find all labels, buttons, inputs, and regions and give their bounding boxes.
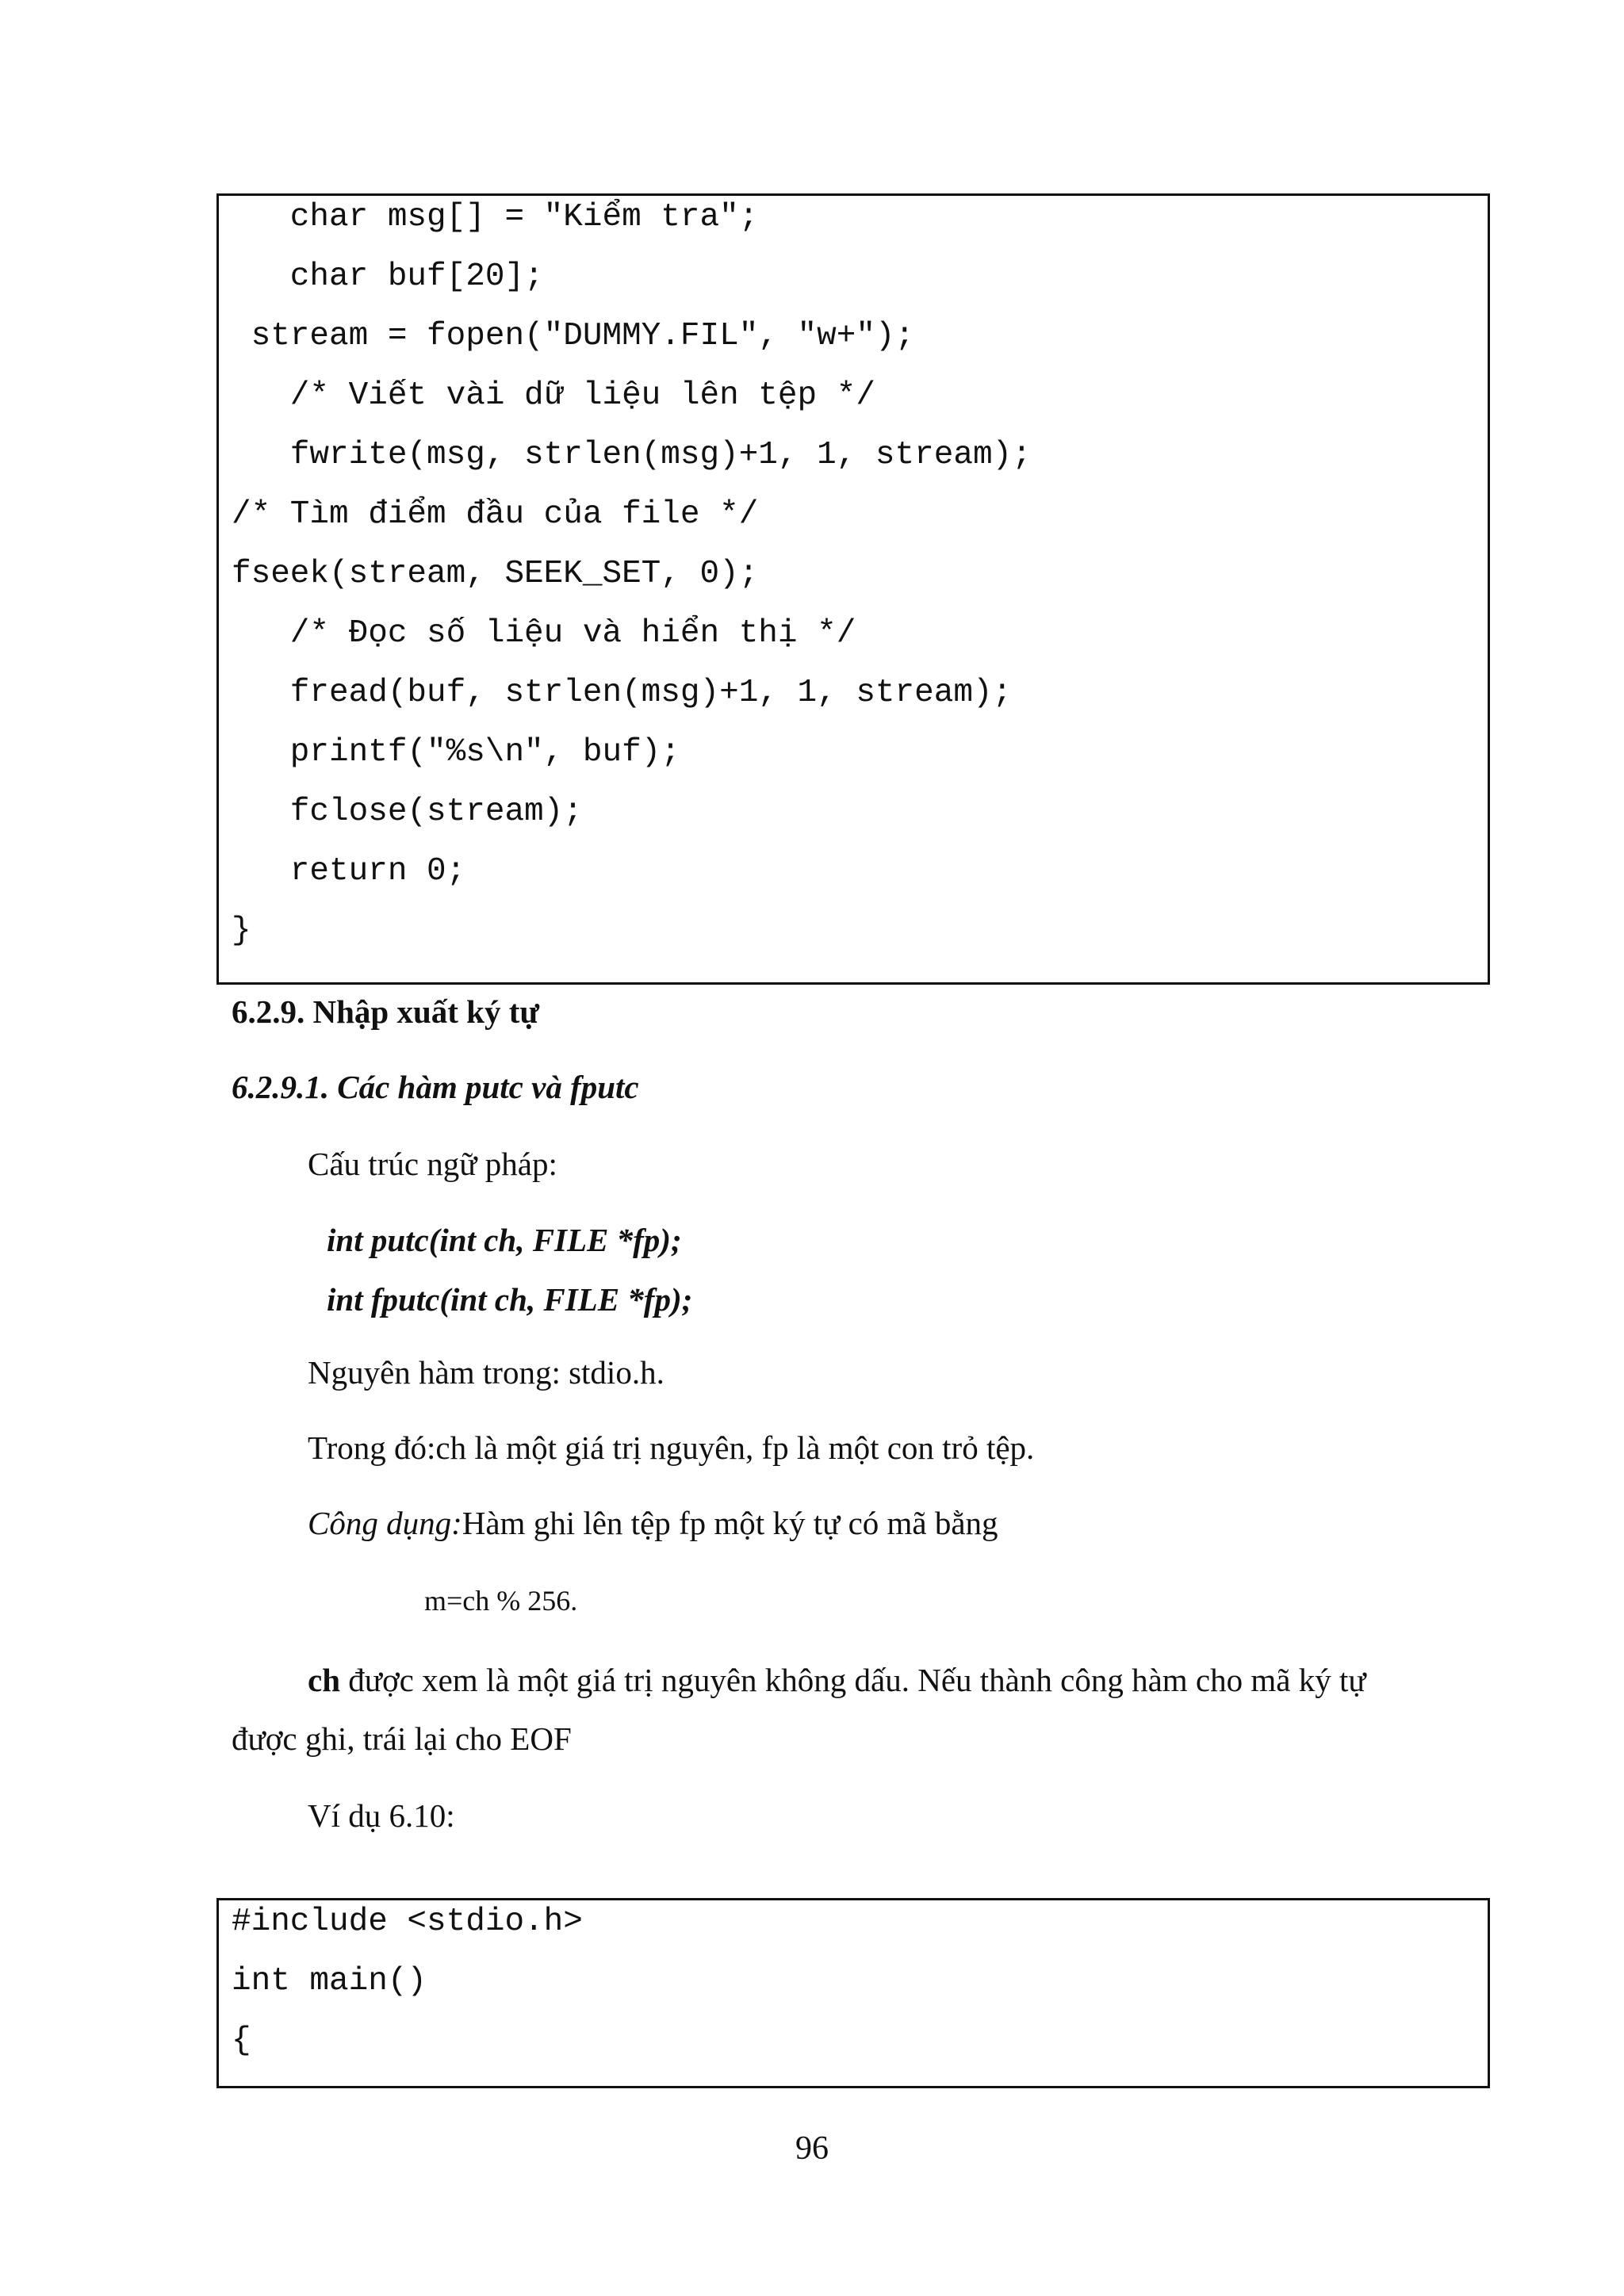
code-line: char buf[20]; [232,258,544,295]
code-line: char msg[] = "Kiểm tra"; [232,199,759,235]
code-line: fclose(stream); [232,794,583,830]
example-label: Ví dụ 6.10: [308,1797,455,1834]
subsection-heading: 6.2.9.1. Các hàm putc và fputc [232,1069,639,1105]
note-text: được xem là một giá trị nguyên không dấu. Nếu thành công hàm cho mã ký tự [340,1662,1366,1698]
code-line: /* Đọc số liệu và hiển thị */ [232,615,856,652]
page-number: 96 [795,2130,829,2167]
code-line: #include <stdio.h> [232,1904,583,1940]
section-heading: 6.2.9. Nhập xuất ký tự [232,993,539,1030]
code-line: return 0; [232,853,466,890]
note-line-1 [308,1659,1366,1701]
code-line: int main() [232,1963,427,1999]
prototype-fputc: int fputc(int ch, FILE *fp); [327,1281,693,1318]
syntax-label: Cấu trúc ngữ pháp: [308,1146,557,1182]
code-line: /* Tìm điểm đầu của file */ [232,496,759,533]
note-keyword: ch [308,1662,340,1698]
code-line: stream = fopen("DUMMY.FIL", "w+"); [232,318,915,354]
code-line: { [232,2022,251,2059]
usage-label: Công dụng: [308,1505,462,1541]
prototype-putc: int putc(int ch, FILE *fp); [327,1222,682,1258]
usage-line [308,1502,998,1544]
code-line: printf("%s\n", buf); [232,734,680,771]
note-line-2: được ghi, trái lại cho EOF [232,1720,572,1757]
header-line: Nguyên hàm trong: stdio.h. [308,1354,665,1391]
code-line: fwrite(msg, strlen(msg)+1, 1, stream); [232,437,1032,473]
code-line: /* Viết vài dữ liệu lên tệp */ [232,377,875,414]
params-line: Trong đó:ch là một giá trị nguyên, fp là một con trỏ tệp. [308,1429,1035,1466]
code-line: } [232,913,251,949]
formula: m=ch % 256. [424,1585,578,1617]
code-line: fread(buf, strlen(msg)+1, 1, stream); [232,675,1013,711]
code-line: fseek(stream, SEEK_SET, 0); [232,556,759,592]
usage-text: Hàm ghi lên tệp fp một ký tự có mã bằng [462,1505,998,1541]
